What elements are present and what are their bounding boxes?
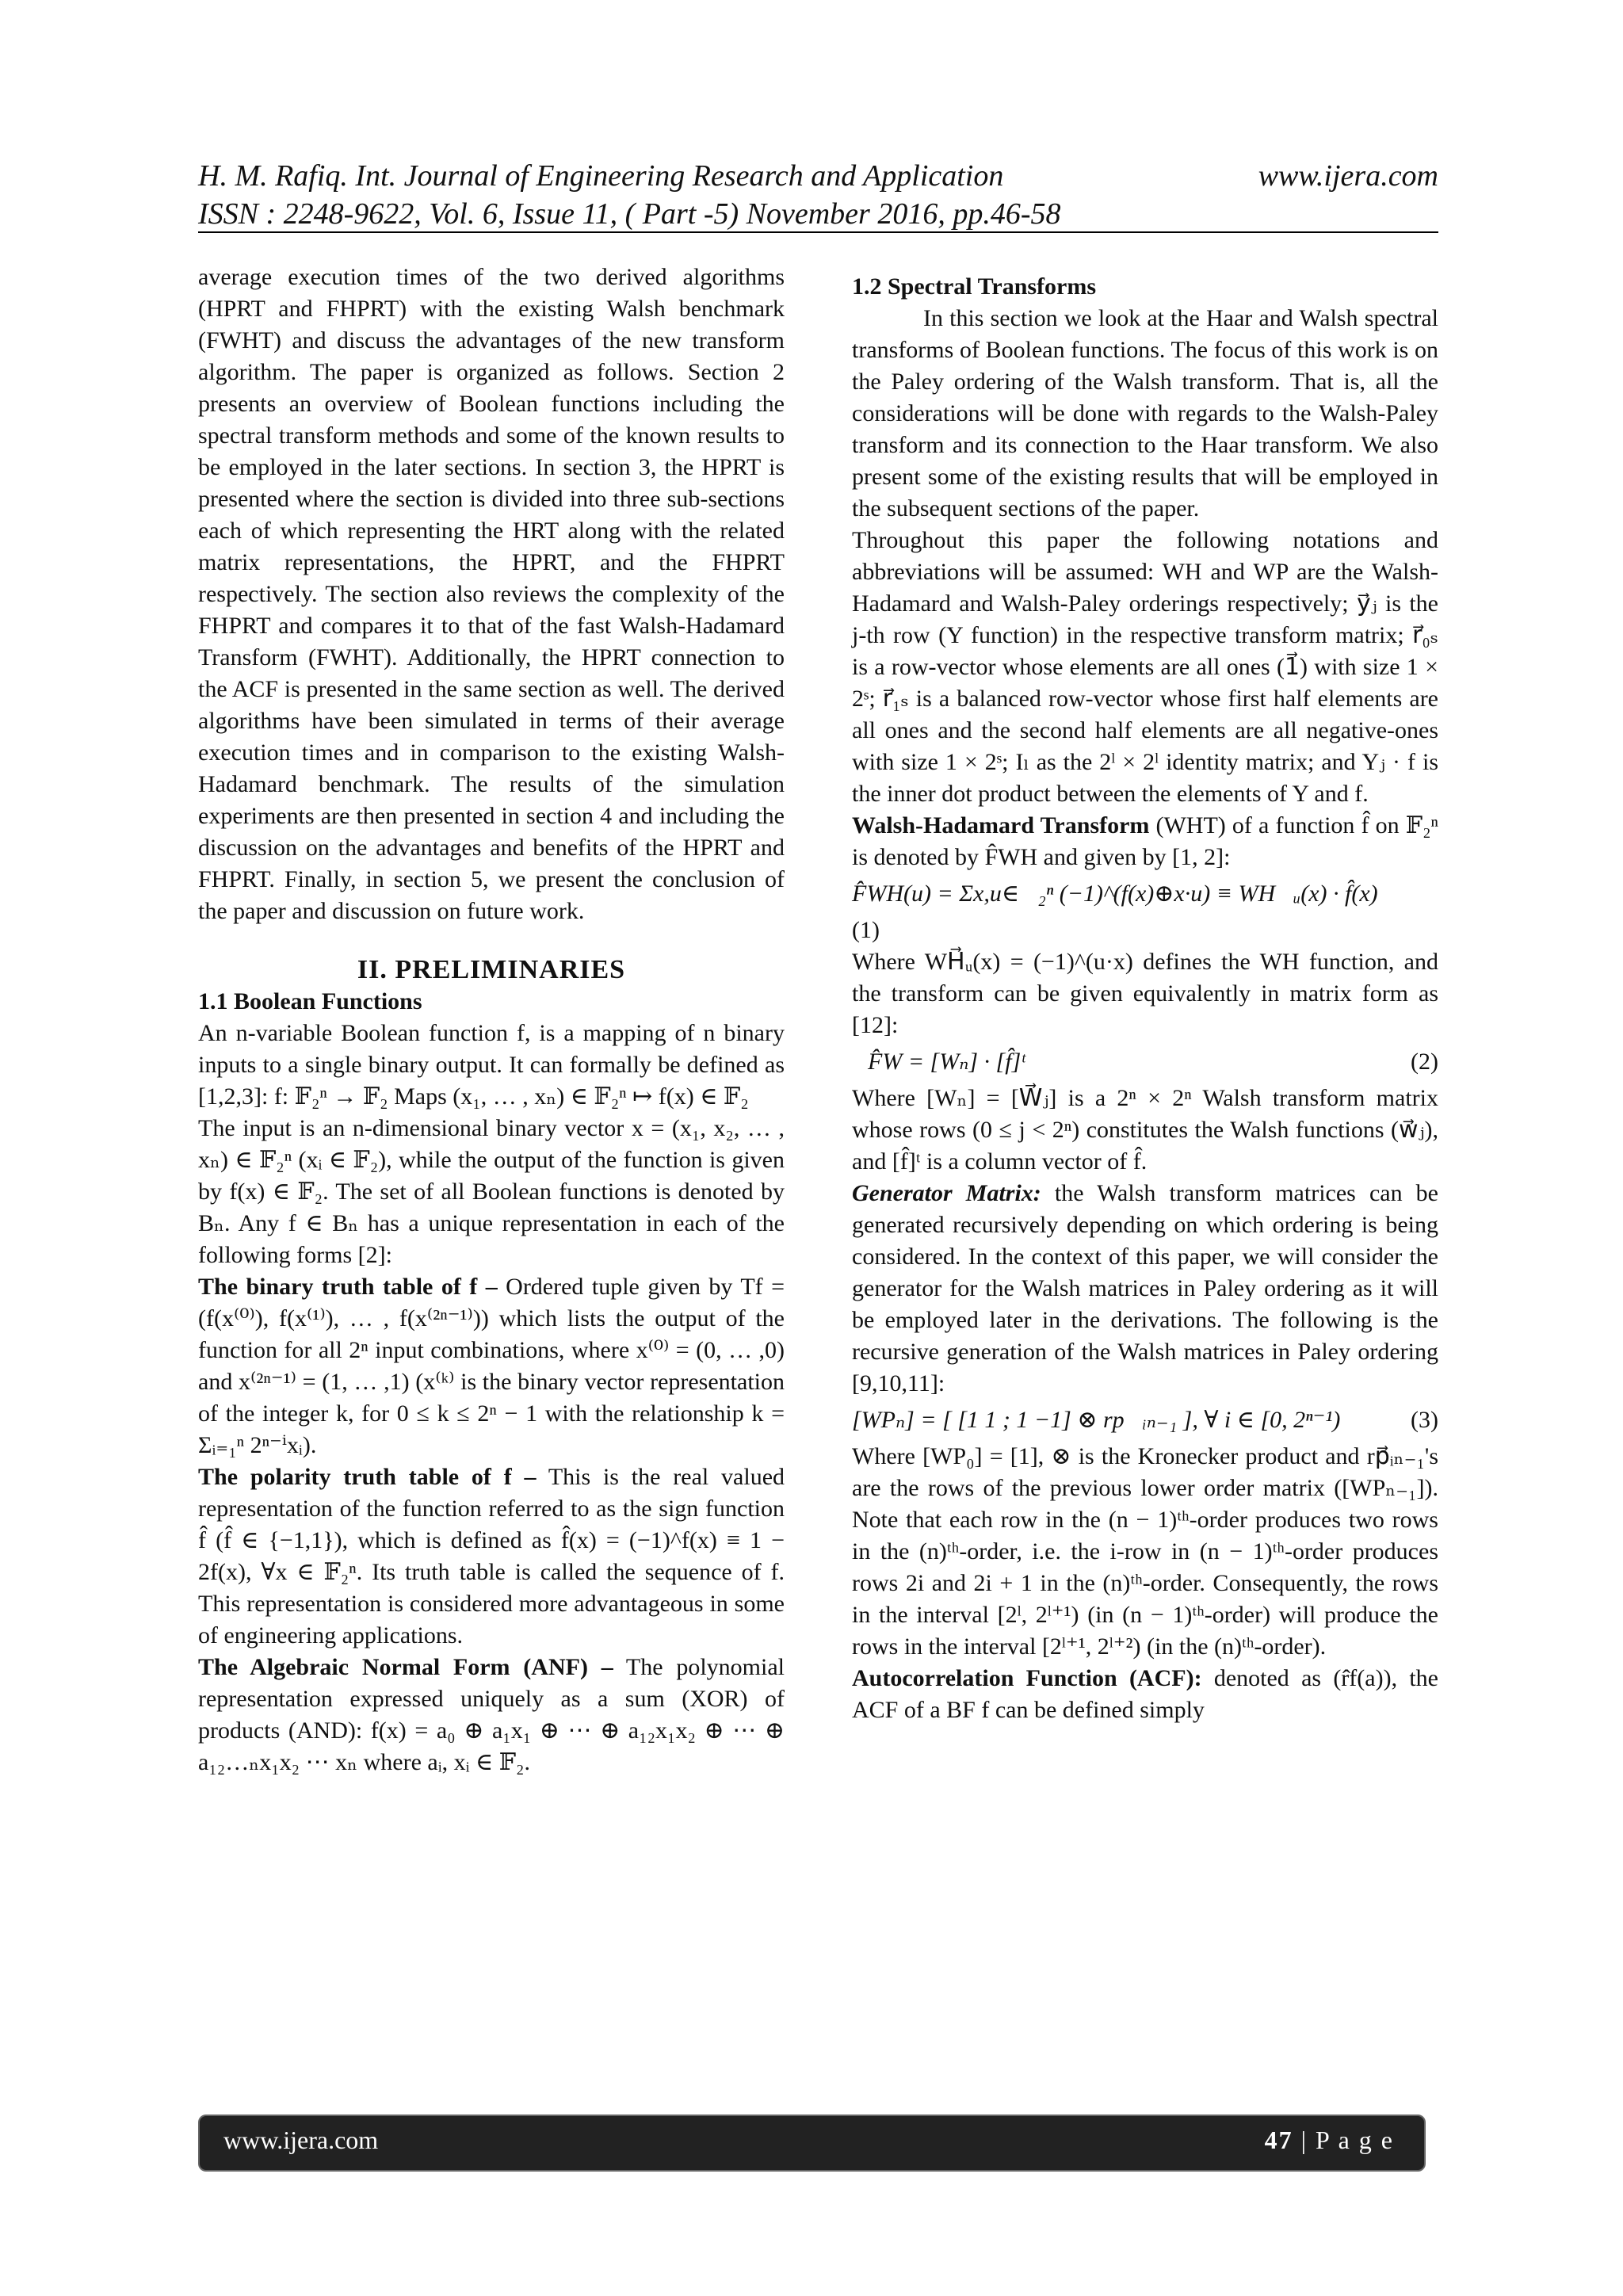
equation-2 <box>852 1046 1438 1078</box>
generator-label: Generator Matrix: <box>852 1180 1041 1206</box>
spectral-intro: In this section we look at the Haar and Walsh spectral transforms of Boolean functions. The focus of this work is on the Paley ordering of the Walsh transform. That is, all the considerations will be done with regards to the Walsh-Paley transform and its connection to the Haar transform. We also present some of the existing results that will be employed in the subsequent sections of the paper. <box>852 305 1438 521</box>
header-citation: H. M. Rafiq. Int. Journal of Engineering Research and Application <box>198 159 1004 193</box>
acf-label: Autocorrelation Function (ACF): <box>852 1665 1202 1691</box>
polarity-label: The polarity truth table of f – <box>198 1464 537 1490</box>
truth-table-label: The binary truth table of f – <box>198 1274 498 1300</box>
generator-text: the Walsh transform matrices can be generated recursively depending on which ordering is being considered. In the context of this paper, we will consider the generator for the Walsh matrices in Paley ordering as it will be employed later in the derivations. The following is the recursive generation of the Walsh matrices in Paley ordering [9,10,11]: <box>852 1180 1438 1396</box>
equation-2-body: F̂W = [Wₙ] · [f̂]ᵗ <box>868 1049 1025 1075</box>
subsection-spectral-transforms: 1.2 Spectral Transforms <box>852 273 1097 300</box>
truth-table-text: Ordered tuple given by Tf = (f(x⁽⁰⁾), f(x⁽¹⁾), … , f(x⁽²ⁿ⁻¹⁾)) which lists the output of the function for all 2ⁿ input combinations, where x⁽⁰⁾ = (0, … ,0) and x⁽²ⁿ⁻¹⁾ = (1, … ,1) (x⁽ᵏ⁾ is the binary vector representation of the integer k, for 0 ≤ k ≤ 2ⁿ − 1 with the relationship k = Σᵢ₌₁ⁿ 2ⁿ⁻ⁱxᵢ). <box>198 1274 785 1458</box>
acf-text: denoted as (r̂f(a)), the ACF of a BF f can be defined simply <box>852 1665 1438 1723</box>
equation-3-body: [WPₙ] = [ [1 1 ; 1 −1] ⊗ rp⃗ᵢₙ₋₁ ], ∀ i ∈ [0, 2ⁿ⁻¹) <box>852 1407 1341 1433</box>
anf-label: The Algebraic Normal Form (ANF) – <box>198 1654 613 1680</box>
wht-paragraph <box>852 810 1438 873</box>
polarity-paragraph <box>198 1461 785 1652</box>
footer-website[interactable]: www.ijera.com <box>223 2126 379 2154</box>
generator-paragraph <box>852 1178 1438 1400</box>
section-title: II. PRELIMINARIES <box>357 955 626 984</box>
running-header <box>198 157 1438 233</box>
kronecker-paragraph: Where [WP₀] = [1], ⊗ is the Kronecker product and rp⃗ᵢₙ₋₁'s are the rows of the previous lower order matrix ([WPₙ₋₁]). Note that each row in the (n − 1)ᵗʰ-order produces two rows in the (n)ᵗʰ-order, i.e. the i-row in (n − 1)ᵗʰ-order produces rows 2i and 2i + 1 in the (n)ᵗʰ-order. Consequently, the rows in the interval [2ˡ, 2ˡ⁺¹) (in (n − 1)ᵗʰ-order) will produce the rows in the interval [2ˡ⁺¹, 2ˡ⁺²) (in the (n)ᵗʰ-order). <box>852 1443 1438 1660</box>
header-issn: ISSN : 2248-9622, Vol. 6, Issue 11, ( Part -5) November 2016, pp.46-58 <box>198 197 1061 231</box>
page-footer <box>198 2115 1426 2172</box>
header-rule <box>198 231 1438 233</box>
page-number: 47 <box>1264 2126 1293 2154</box>
subsection-boolean-functions: 1.1 Boolean Functions <box>198 988 422 1014</box>
wht-text: (WHT) of a function f̂ on 𝔽₂ⁿ is denoted by F̂WH and given by [1, 2]: <box>852 812 1438 870</box>
equation-1-number: (1) <box>852 917 880 943</box>
header-website[interactable]: www.ijera.com <box>1258 159 1438 193</box>
anf-paragraph <box>198 1652 785 1778</box>
equation-3-number: (3) <box>1411 1407 1438 1433</box>
wht-label: Walsh-Hadamard Transform <box>852 812 1150 839</box>
intro-paragraph: average execution times of the two derived algorithms (HPRT and FHPRT) with the existing Walsh benchmark (FWHT) and discuss the advantages of the new transform algorithm. The paper is organized as follows. Section 2 presents an overview of Boolean functions including the spectral transform methods and some of the known results to be employed in the later sections. In section 3, the HPRT is presented where the section is divided into three sub-sections each of which representing the HRT along with the related matrix representations, the HPRT, and the FHPRT respectively. The section also reviews the complexity of the FHPRT and compares it to that of the fast Walsh-Hadamard Transform (FWHT). Additionally, the HPRT connection to the ACF is presented in the same section as well. The derived algorithms have been simulated in terms of their average execution times and in comparison to the existing Walsh-Hadamard benchmark. The results of the simulation experiments are then presented in section 4 and including the discussion on the advantages and benefits of the HPRT and FHPRT. Finally, in section 5, we present the conclusion of the paper and discussion on future work. <box>198 264 785 924</box>
left-column <box>198 262 785 1778</box>
truth-table-paragraph <box>198 1271 785 1461</box>
equation-1 <box>852 878 1438 910</box>
notation-paragraph: Throughout this paper the following notations and abbreviations will be assumed: WH and WP are the Walsh-Hadamard and Walsh-Paley orderings respectively; y⃗ⱼ is the j-th row (Y function) in the respective transform matrix; r⃗₀ₛ is a row-vector whose elements are all ones (1⃗) with size 1 × 2ˢ; r⃗₁ₛ is a balanced row-vector whose first half elements are all ones and the second half elements are all negative-ones with size 1 × 2ˢ; Iₗ as the 2ˡ × 2ˡ identity matrix; and Yⱼ · f is the inner dot product between the elements of Y and f. <box>852 527 1438 807</box>
boolean-input-paragraph: The input is an n-dimensional binary vector x = (x₁, x₂, … , xₙ) ∈ 𝔽₂ⁿ (xᵢ ∈ 𝔽₂), while the output of the function is given by f(x) ∈ 𝔽₂. The set of all Boolean functions is denoted by Bₙ. Any f ∈ Bₙ has a unique representation in each of the following forms [2]: <box>198 1115 785 1268</box>
acf-paragraph <box>852 1663 1438 1726</box>
polarity-text: This is the real valued representation of the function referred to as the sign function f̂ (f̂ ∈ {−1,1}), which is defined as f̂(x) = (−1)^f(x) ≡ 1 − 2f(x), ∀x ∈ 𝔽₂ⁿ. Its truth table is called the sequence of f. This representation is considered more advantageous in some of engineering applications. <box>198 1464 785 1648</box>
equation-2-number: (2) <box>1411 1049 1438 1075</box>
equation-1-body: F̂WH(u) = Σx,u∈𝔽₂ⁿ (−1)^(f(x)⊕x·u) ≡ WH⃗ᵤ(x) · f̂(x) <box>852 881 1378 907</box>
wh-function-paragraph: Where WH⃗ᵤ(x) = (−1)^(u·x) defines the WH function, and the transform can be given equivalently in matrix form as [12]: <box>852 949 1438 1038</box>
walsh-matrix-paragraph: Where [Wₙ] = [W⃗ⱼ] is a 2ⁿ × 2ⁿ Walsh transform matrix whose rows (0 ≤ j < 2ⁿ) constitutes the Walsh functions (w⃗ⱼ), and [f̂]ᵗ is a column vector of f̂. <box>852 1085 1438 1175</box>
anf-text: The polynomial representation expressed uniquely as a sum (XOR) of products (AND): f(x) = a₀ ⊕ a₁x₁ ⊕ ⋯ ⊕ a₁₂x₁x₂ ⊕ ⋯ ⊕ a₁₂…ₙx₁x₂ ⋯ xₙ where aᵢ, xᵢ ∈ 𝔽₂. <box>198 1654 785 1775</box>
equation-3 <box>852 1404 1438 1436</box>
boolean-definition: An n-variable Boolean function f, is a mapping of n binary inputs to a single binary output. It can formally be defined as [1,2,3]: f: 𝔽₂ⁿ → 𝔽₂ Maps (x₁, … , xₙ) ∈ 𝔽₂ⁿ ↦ f(x) ∈ 𝔽₂ <box>198 1020 785 1110</box>
page-word: | P a g e <box>1293 2126 1394 2154</box>
footer-page-label <box>1265 2126 1394 2155</box>
right-column <box>852 262 1438 1726</box>
